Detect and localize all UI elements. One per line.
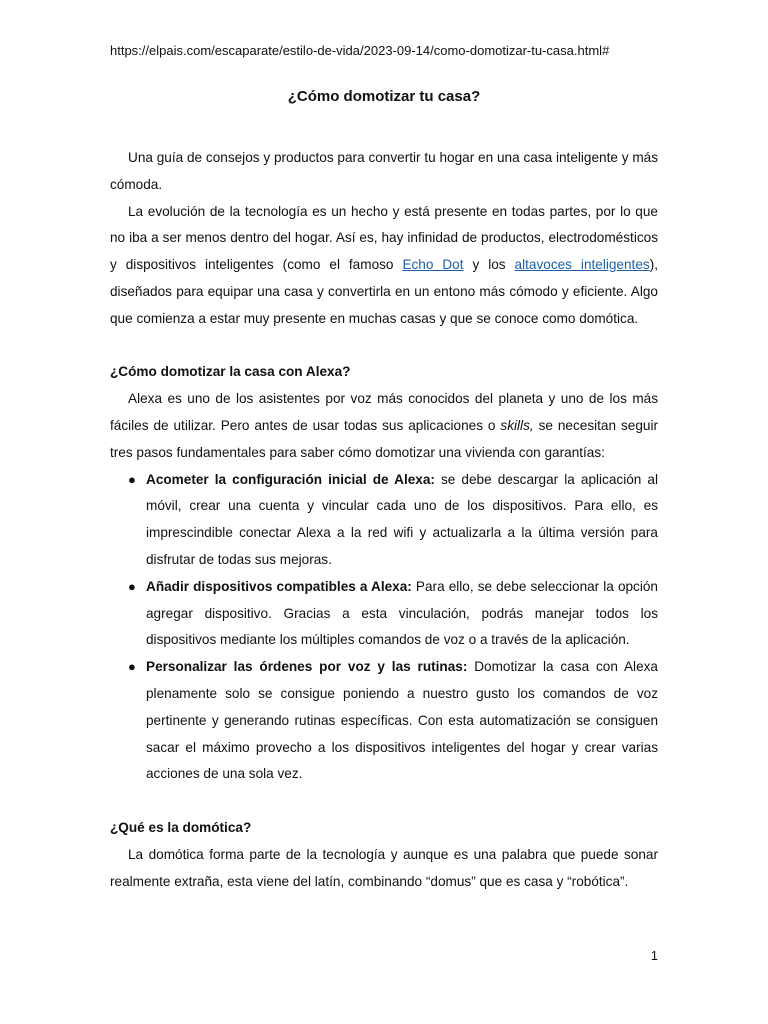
list-item [128,654,658,788]
bullet-icon: ● [128,578,136,594]
evolution-text-start: La evolución de la tecnología es un hecho y está presente en todas partes, por lo que no iba a ser menos dentro del hogar. Así es, hay infinidad de productos, electrodomésticos y dispositivos inteligentes (como el famoso [110,203,658,273]
bullet-icon: ● [128,659,136,675]
bullet-icon: ● [128,471,136,487]
domotics-section-heading: ¿Qué es la domótica? [110,819,252,835]
list-item-text: se debe descargar la aplicación al móvil, crear una cuenta y vincular cada uno de los dispositivos. Para ello, es imprescindible conectar Alexa a la red wifi y actualizarla a la última versión para disfrutar de todas sus mejoras. [146,471,658,567]
page-number: 1 [650,948,658,963]
list-item-title: Acometer la configuración inicial de Alexa: [146,471,435,487]
list-item [128,467,658,574]
list-item-title: Personalizar las órdenes por voz y las rutinas: [146,659,468,675]
evolution-paragraph [110,199,658,333]
alexa-steps-list [110,467,658,789]
alexa-text-end: se necesitan seguir tres pasos fundamentales para saber cómo domotizar una vivienda con garantías: [110,417,658,460]
page-title: ¿Cómo domotizar tu casa? [287,88,481,105]
evolution-text-mid: y los [463,257,515,273]
source-url: https://elpais.com/escaparate/estilo-de-vida/2023-09-14/como-domotizar-tu-casa.html# [110,43,610,58]
alexa-text-start: Alexa es uno de los asistentes por voz más conocidos del planeta y uno de los más fáciles de utilizar. Pero antes de usar todas sus aplicaciones o [110,391,658,433]
article-body [110,145,658,895]
domotics-paragraph: La domótica forma parte de la tecnología y aunque es una palabra que puede sonar realmente extraña, esta viene del latín, combinando “domus” que es casa y “robótica”. [110,846,658,889]
smart-speakers-link[interactable]: altavoces inteligentes [514,257,650,273]
echo-dot-link[interactable]: Echo Dot [402,257,464,273]
list-item [128,574,658,654]
list-item-text: Domotizar la casa con Alexa plenamente solo se consigue poniendo a nuestro gusto los comandos de voz pertinente y generando rutinas específicas. Con esta automatización se consiguen sacar el máximo provecho a los dispositivos inteligentes del hogar y crear varias acciones de una sola vez. [146,659,658,782]
intro-paragraph: Una guía de consejos y productos para convertir tu hogar en una casa inteligente y más cómoda. [110,150,658,192]
list-item-text: Para ello, se debe seleccionar la opción agregar dispositivo. Gracias a esta vinculación, podrás manejar todos los dispositivos mediante los múltiples comandos de voz o a través de la aplicación. [146,578,658,648]
alexa-section-heading: ¿Cómo domotizar la casa con Alexa? [110,364,351,380]
list-item-title: Añadir dispositivos compatibles a Alexa: [146,578,412,594]
evolution-text-end: ), diseñados para equipar una casa y convertirla en un entono más cómodo y eficiente. Algo que comienza a estar muy presente en muchas casas y que se conoce como domótica. [110,257,659,326]
alexa-intro-paragraph [110,386,658,466]
skills-term: skills, [500,417,534,433]
